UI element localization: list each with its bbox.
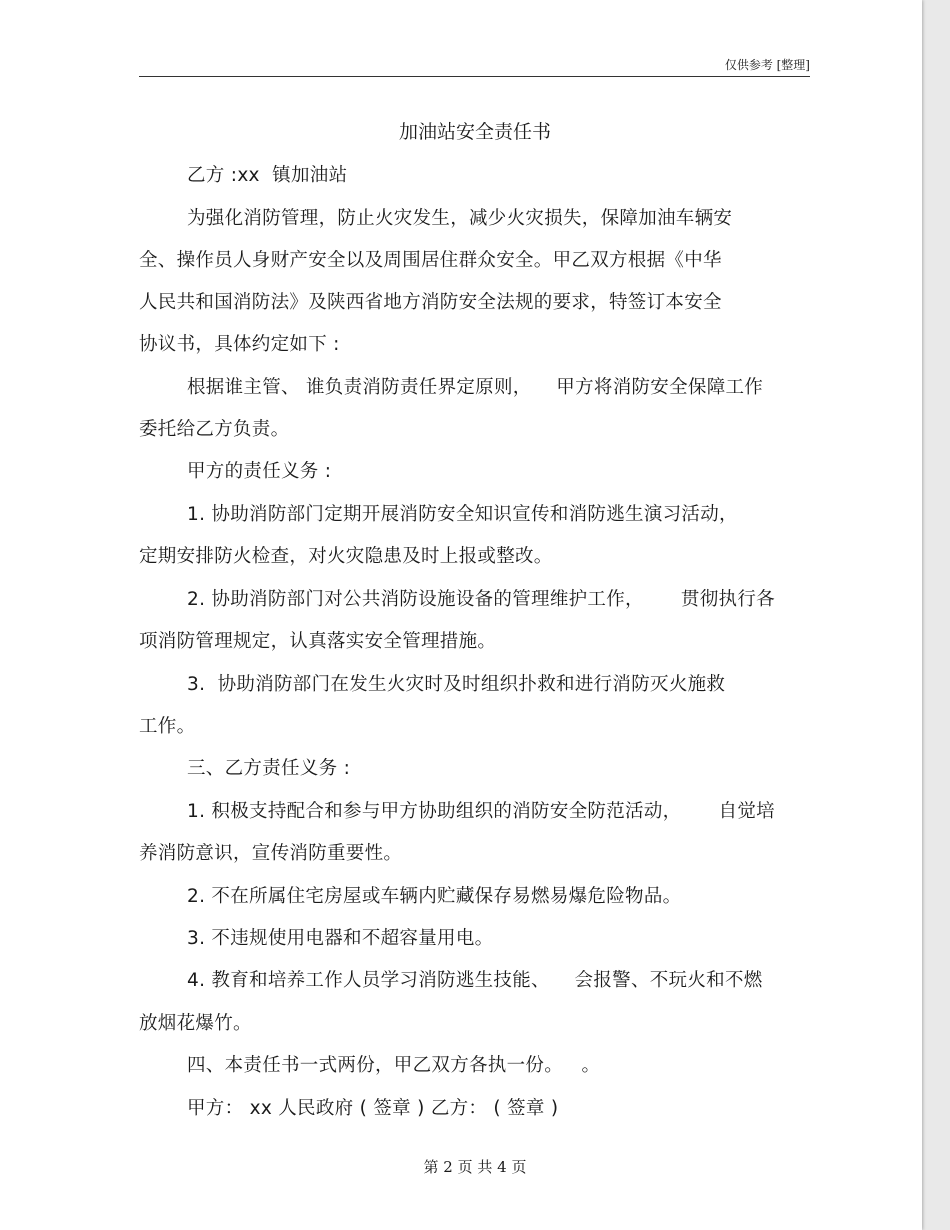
list-item-continuation: 定期安排防火检查，对火灾隐患及时上报或整改。 xyxy=(139,546,553,567)
list-item: 3. 协助消防部门在发生火灾时及时组织扑救和进行消防灭火施救 xyxy=(187,674,726,695)
list-item: 2. 不在所属住宅房屋或车辆内贮藏保存易燃易爆危险物品。 xyxy=(187,886,682,907)
list-item: 1. 协助消防部门定期开展消防安全知识宣传和消防逃生演习活动， xyxy=(187,504,738,525)
list-item: 3. 不违规使用电器和不超容量用电。 xyxy=(187,928,494,949)
header-note: 仅供参考 [整理] xyxy=(724,58,810,72)
paragraph-line: 委托给乙方负责。 xyxy=(139,419,290,440)
paragraph-line: 协议书，具体约定如下 : xyxy=(139,334,340,355)
signature-line: 甲方： xx 人民政府 ( 签章 ) 乙方： ( 签章 ) xyxy=(187,1098,559,1119)
list-item: 4. 教育和培养工作人员学习消防逃生技能、 会报警、不玩火和不燃 xyxy=(187,970,763,991)
list-item-continuation: 工作。 xyxy=(139,716,196,737)
list-item-continuation: 养消防意识，宣传消防重要性。 xyxy=(139,843,403,864)
page-number: 第 2 页 共 4 页 xyxy=(423,1158,527,1176)
paragraph-line: 为强化消防管理，防止火灾发生，减少火灾损失，保障加油车辆安 xyxy=(187,208,733,229)
list-item: 1. 积极支持配合和参与甲方协助组织的消防安全防范活动， 自觉培 xyxy=(187,801,775,822)
document-title: 加油站安全责任书 xyxy=(398,121,551,143)
list-item: 2. 协助消防部门对公共消防设施设备的管理维护工作， 贯彻执行各 xyxy=(187,589,775,610)
section-heading: 四、本责任书一式两份，甲乙双方各执一份。 。 xyxy=(187,1055,601,1076)
section-heading: 三、乙方责任义务 : xyxy=(187,758,351,779)
paragraph-line: 人民共和国消防法》及陕西省地方消防安全法规的要求，特签订本安全 xyxy=(139,292,722,313)
list-item-continuation: 放烟花爆竹。 xyxy=(139,1013,252,1034)
list-item-continuation: 项消防管理规定，认真落实安全管理措施。 xyxy=(139,631,497,652)
party-b-line: 乙方 :xx 镇加油站 xyxy=(187,165,348,186)
header-divider xyxy=(139,76,810,77)
paragraph-line: 根据谁主管、 谁负责消防责任界定原则， 甲方将消防安全保障工作 xyxy=(187,377,764,398)
section-heading: 甲方的责任义务 : xyxy=(187,461,332,482)
paragraph-line: 全、操作员人身财产安全以及周围居住群众安全。甲乙双方根据《中华 xyxy=(139,250,722,271)
